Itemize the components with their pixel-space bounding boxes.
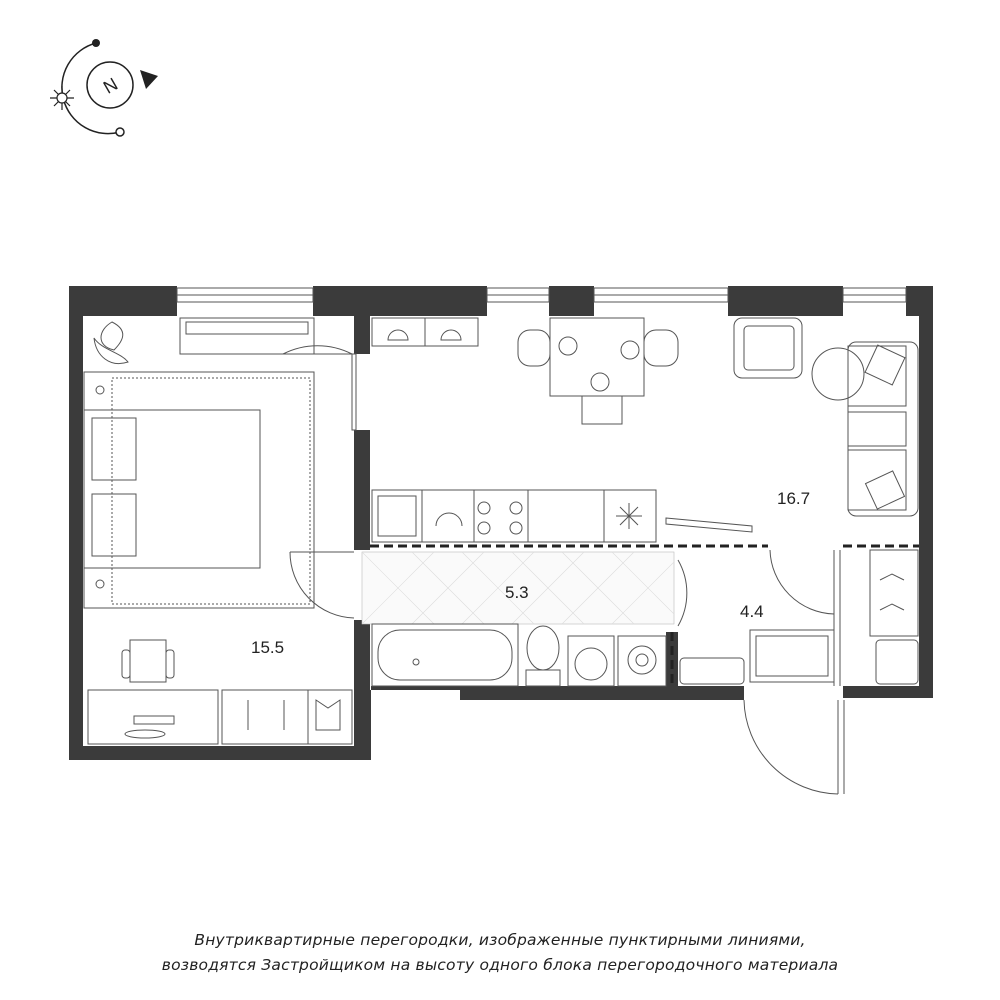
dining-table bbox=[518, 318, 678, 424]
room-area-bathroom: 5.3 bbox=[505, 583, 529, 602]
plant-icon bbox=[94, 322, 128, 364]
sink bbox=[568, 636, 614, 686]
hallway-furniture bbox=[680, 550, 918, 684]
room-area-bedroom: 15.5 bbox=[251, 638, 285, 657]
hall-cabinet bbox=[876, 640, 918, 684]
footnote-line-1: Внутриквартирные перегородки, изображенные пунктирными линиями, bbox=[194, 931, 806, 949]
bathroom-fixtures bbox=[372, 624, 666, 686]
hall-wardrobe bbox=[870, 550, 918, 636]
shoe-bench bbox=[680, 658, 744, 684]
footnote-line-2: возводятся Застройщиком на высоту одного блока перегородочного материала bbox=[161, 956, 839, 974]
snowflake-icon bbox=[616, 503, 642, 529]
sofa bbox=[848, 342, 918, 516]
bathtub bbox=[372, 624, 518, 686]
washing-machine bbox=[618, 636, 666, 686]
armchair bbox=[734, 318, 802, 378]
desk bbox=[88, 640, 218, 744]
toilet bbox=[526, 626, 560, 686]
door-mat bbox=[750, 630, 834, 682]
room-area-hallway: 4.4 bbox=[740, 602, 764, 621]
room-area-kitchen-living: 16.7 bbox=[777, 489, 811, 508]
wardrobe bbox=[222, 690, 352, 744]
coffee-table bbox=[812, 348, 864, 400]
kitchen-counter bbox=[372, 490, 656, 542]
compass-letter: N bbox=[99, 73, 122, 98]
bed bbox=[84, 372, 314, 608]
compass-rose-icon bbox=[50, 39, 158, 136]
kitchen-living-furniture bbox=[372, 318, 918, 542]
bedroom-furniture bbox=[84, 318, 352, 744]
tv bbox=[666, 518, 752, 532]
exterior-walls bbox=[69, 286, 933, 760]
